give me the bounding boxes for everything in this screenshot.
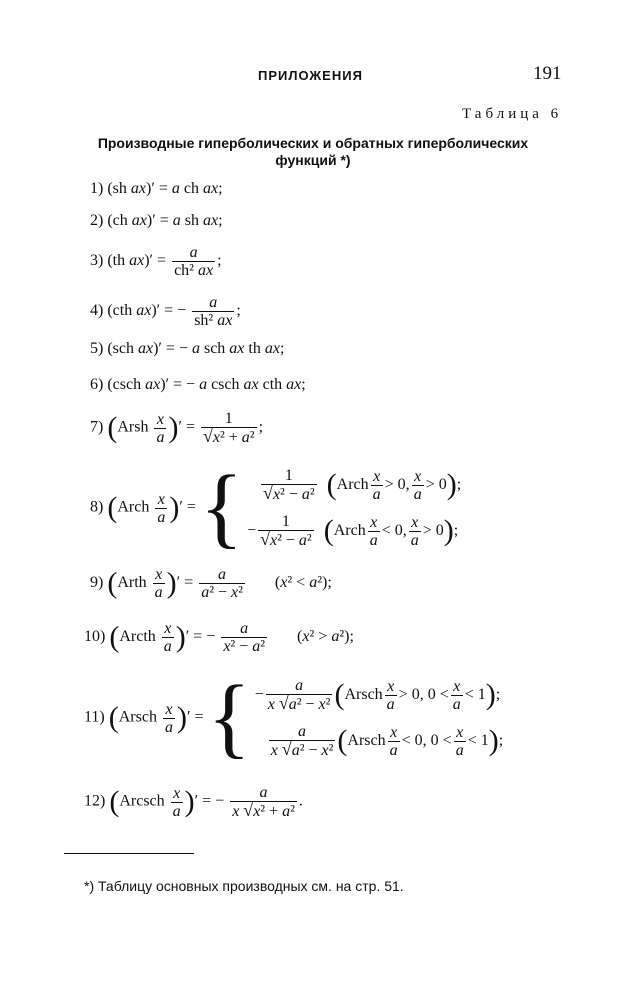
formula-number: 12) — [84, 792, 106, 810]
formula-12: 12) (Arcsch $\frac{x}{a}$ )′ = − $\frac{a}{\text{x √x² + a²}}$ . — [84, 784, 303, 820]
formula-11: 11) (Arsch $\frac{x}{a}$ )′ = { − $\frac{a}{\text{x √a² − x²}}$ ( Arsch $\frac{x}{a}$ > 0, 0 < $\frac{x}{a}$ < 1 ) ; $\frac{a}{\text{x √a² − x²}}$ ( Arsch $\frac{x}{a}$ < 0, 0 < $\frac{x}{a}$ < 1 ) ; — [84, 668, 504, 767]
formula-7: 7) (Arsh $\frac{x}{a}$ )′ = $\frac{1}{\text{√x² + a²}}$ ; — [90, 410, 264, 446]
formula-9: 9) (Arth $\frac{x}{a}$ )′ = $\frac{a}{\text{a² − x²}}$ (x² < a²); — [90, 566, 332, 601]
formula-number: 10) — [84, 628, 106, 646]
formula-5: 5) (sch ax)′ = − a sch ax th ax; — [90, 340, 285, 357]
formula-1: 1) (sh ax)′ = a ch ax; — [90, 180, 223, 197]
formula-6: 6) (csch ax)′ = − a csch ax cth ax; — [90, 376, 306, 393]
page-number: 191 — [533, 63, 562, 84]
formula-number: 7) — [90, 418, 104, 436]
footnote-rule — [64, 853, 194, 854]
table-title-line2: функций *) — [275, 152, 351, 168]
formula-number: 4) — [90, 302, 104, 320]
formula-number: 9) — [90, 574, 104, 592]
formula-number: 6) — [90, 376, 104, 393]
formula-number: 1) — [90, 180, 104, 197]
table-title-line1: Производные гиперболических и обратных гиперболических — [97, 135, 529, 151]
formula-number: 3) — [90, 252, 104, 270]
table-label: Таблица 6 — [462, 106, 563, 122]
formula-4: 4) (cth ax)′ = − $\frac{a}{\text{sh² ax}}$ ; — [90, 294, 241, 329]
formula-number: 5) — [90, 340, 104, 357]
formula-8: 8) (Arch $\frac{x}{a}$ )′ = { $\frac{1}{\text{√x² − a²}}$ ( Arch $\frac{x}{a}$ > 0, $\frac{x}{a}$ > 0 ) ; − $\frac{1}{\text{√x² − a²}}$ ( Arch $\frac{x}{a}$ < 0, $\frac{x}{a}$ > 0 ) ; — [90, 458, 462, 557]
running-title: ПРИЛОЖЕНИЯ — [258, 68, 363, 83]
footnote: *) Таблицу основных производных см. на стр. 51. — [84, 878, 404, 894]
formula-3: 3) (th ax)′ = $\frac{a}{\text{ch² ax}}$ ; — [90, 244, 222, 279]
formula-2: 2) (ch ax)′ = a sh ax; — [90, 212, 223, 229]
formula-number: 8) — [90, 498, 104, 516]
formula-number: 11) — [84, 708, 105, 726]
table-title — [30, 135, 596, 169]
formula-number: 2) — [90, 212, 104, 229]
formula-10: 10) (Arcth $\frac{x}{a}$ )′ = − $\frac{a}{\text{x² − a²}}$ (x² > a²); — [84, 620, 354, 655]
